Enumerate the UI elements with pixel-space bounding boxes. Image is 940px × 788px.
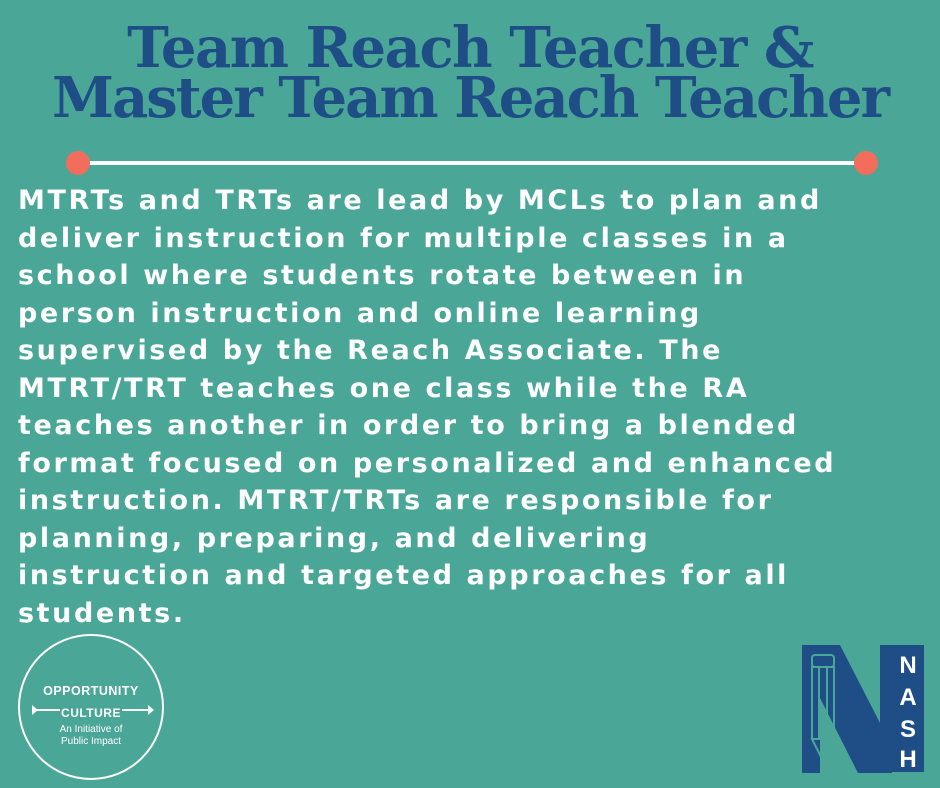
description-line: school where students rotate between in bbox=[18, 260, 747, 291]
description-line: person instruction and online learning bbox=[18, 297, 702, 329]
nash-letter-s: S bbox=[899, 716, 917, 743]
divider-dot-right bbox=[854, 151, 878, 175]
description-paragraph bbox=[18, 182, 928, 632]
divider-line bbox=[76, 161, 868, 165]
divider-dot-left bbox=[66, 151, 90, 175]
description-line: instruction. MTRT/TRTs are responsible for bbox=[18, 485, 774, 516]
opportunity-culture-logo bbox=[18, 634, 164, 780]
arrow-right-icon bbox=[122, 709, 148, 711]
logo-word-opportunity: OPPORTUNITY bbox=[43, 684, 139, 698]
nash-logo bbox=[800, 643, 926, 774]
logo-subtitle-1: An Initiative of bbox=[59, 724, 123, 735]
description-line: MTRTs and TRTs are lead by MCLs to plan and bbox=[18, 185, 822, 216]
title-line-2: Master Team Reach Teacher bbox=[51, 65, 889, 131]
logo-culture-row bbox=[28, 702, 154, 718]
nash-letter-a: A bbox=[899, 684, 917, 711]
description-line: students. bbox=[18, 597, 186, 629]
description-line: supervised by the Reach Associate. The bbox=[18, 335, 724, 366]
nash-letter-h: H bbox=[899, 746, 917, 773]
arrow-left-icon bbox=[34, 709, 60, 711]
title-line-1: Team Reach Teacher & bbox=[127, 15, 813, 81]
nash-letter-n: N bbox=[899, 652, 917, 679]
description-line: teaches another in order to bring a blended bbox=[18, 410, 799, 441]
logo-subtitle-2: Public Impact bbox=[60, 736, 122, 747]
divider bbox=[66, 151, 878, 175]
description-line: instruction and targeted approaches for all bbox=[18, 560, 790, 591]
description-line: MTRT/TRT teaches one class while the RA bbox=[18, 372, 750, 404]
description-line: planning, preparing, and delivering bbox=[18, 522, 651, 554]
description-line: deliver instruction for multiple classes in a bbox=[18, 222, 789, 254]
logo-word-culture: CULTURE bbox=[61, 706, 121, 720]
nash-n-letter bbox=[802, 645, 892, 773]
description-line: format focused on personalized and enhanced bbox=[18, 447, 837, 479]
